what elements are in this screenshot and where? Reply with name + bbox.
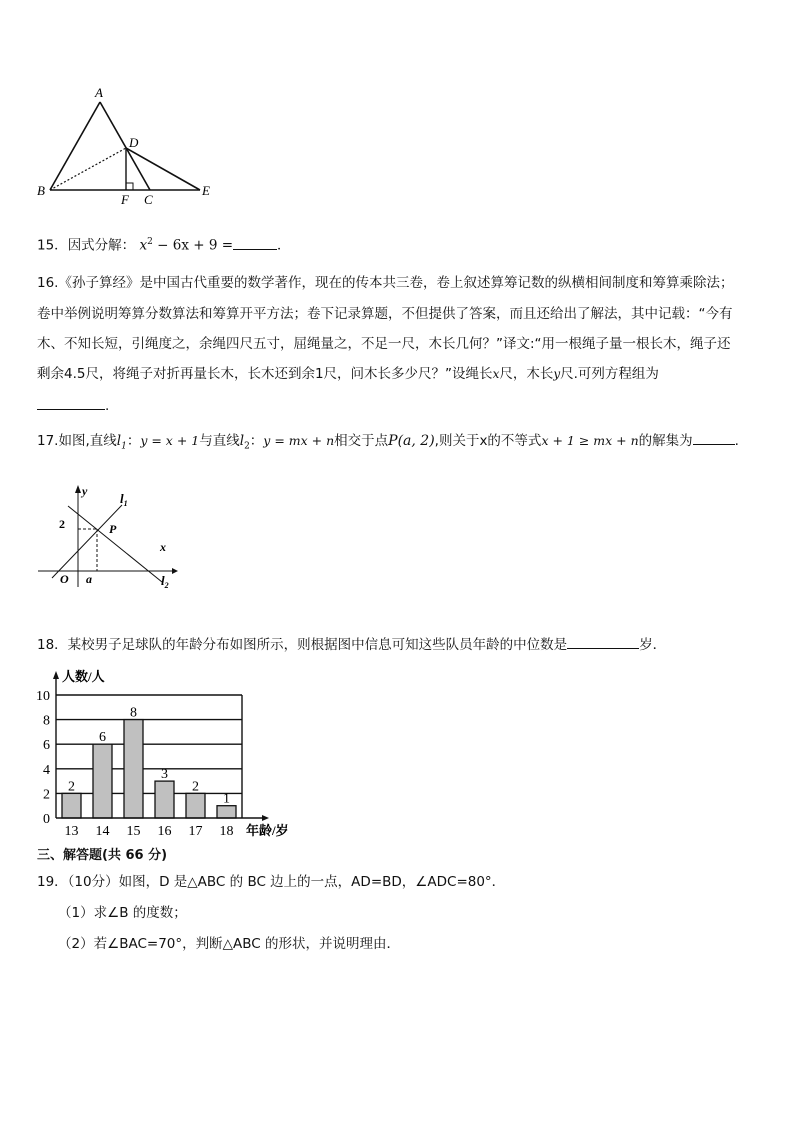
question-15	[37, 232, 291, 256]
question-16-line-2: 卷中举例说明筹算分数算法和筹算开平方法；卷下记录算题，不但提供了答案，而且还给出了解法，其中记载：“今有	[37, 306, 733, 322]
bar-age-18	[217, 806, 236, 818]
q18-text: 18．某校男子足球队的年龄分布如图所示，则根据图中信息可知这些队员年龄的中位数是	[37, 637, 568, 653]
origin-label: O	[60, 572, 69, 586]
bar-value-label: 2	[192, 779, 199, 795]
q16-var-x: x	[492, 367, 500, 381]
question-19-part-1: （1）求∠B 的度数；	[58, 905, 187, 921]
question-16-line-1: 16.《孙子算经》是中国古代重要的数学著作，现在的传本共三卷，卷上叙述算筹记数的纵横相间制度和筹算乘除法；	[37, 275, 734, 291]
q17-mid4: 的解集为	[638, 433, 693, 449]
section-3-heading: 三、解答题(共 66 分)	[37, 848, 168, 863]
l1-label: $l_1$	[120, 491, 128, 508]
y-tick-label: 2	[43, 787, 50, 803]
q16-end: .	[105, 398, 110, 414]
question-16-answer-line	[37, 395, 109, 416]
bar-age-14	[93, 744, 112, 818]
x-tick-label: 18	[219, 824, 234, 839]
label-f: F	[121, 192, 129, 207]
y-axis-title: 人数/人	[62, 669, 105, 684]
q17-l2-sub: 2	[244, 441, 250, 452]
label-d: D	[129, 135, 139, 150]
q17-l1: l	[116, 433, 122, 449]
x-tick-label: 14	[95, 824, 110, 839]
bar-value-label: 2	[68, 779, 75, 795]
x-axis-title: 年龄/岁	[246, 823, 289, 838]
q16-var-y: y	[553, 367, 561, 381]
bar-value-label: 3	[161, 767, 168, 783]
answer-blank-q18[interactable]	[567, 634, 639, 649]
q17-number: 17.如图,直线	[37, 433, 117, 449]
q15-expr-x: x	[139, 237, 148, 254]
q17-end: .	[734, 433, 739, 449]
q17-colon1: ：	[126, 433, 141, 449]
q18-unit: 岁．	[639, 637, 667, 653]
question-17	[37, 430, 739, 457]
a-label: a	[86, 572, 92, 586]
q15-prompt: 因式分解：	[67, 237, 136, 254]
q15-expr-rest: − 6x + 9 =	[152, 237, 234, 254]
q17-inequality: x + 1 ≥ mx + n	[541, 433, 639, 448]
y-tick-label: 4	[43, 762, 50, 778]
q17-mid2: 相交于点	[334, 433, 389, 449]
y-tick-label: 6	[43, 738, 50, 754]
question-19-part-2: （2）若∠BAC=70°，判断△ABC 的形状，并说明理由．	[58, 936, 400, 952]
q15-number: 15．	[37, 237, 68, 254]
x-tick-label: 15	[126, 824, 141, 839]
q17-eq2: y = mx + n	[263, 433, 335, 448]
y-axis-label: y	[82, 484, 88, 498]
q17-eq1: y = x + 1	[140, 433, 200, 448]
q17-mid: 与直线	[199, 433, 240, 449]
age-distribution-chart	[30, 665, 310, 845]
bar-age-16	[155, 781, 174, 818]
q17-mid3: ,则关于x的不等式	[434, 433, 542, 449]
question-16-line-4	[37, 364, 659, 384]
label-a: A	[95, 85, 103, 100]
bar-age-13	[62, 793, 81, 818]
answer-blank-q15[interactable]	[233, 235, 277, 250]
bar-age-15	[124, 720, 143, 818]
bar-value-label: 8	[130, 705, 137, 721]
y-tick-label: 0	[43, 812, 50, 827]
label-b: B	[37, 183, 45, 198]
triangle-figure	[30, 80, 230, 210]
answer-blank-q17[interactable]	[693, 430, 735, 445]
question-16-line-3: 木、不知长短，引绳度之，余绳四尺五寸，屈绳量之，不足一尺，木长几何？”译文:“用一根绳子量一根长木，绳子还	[37, 336, 731, 352]
l2-label: $l_2$	[161, 573, 169, 590]
q17-l2: l	[239, 433, 245, 449]
p-label: P	[109, 522, 117, 536]
q15-expr-sup: 2	[147, 237, 153, 247]
label-c: C	[144, 192, 153, 207]
q17-colon2: ：	[249, 433, 264, 449]
q16-line4b: 尺，木长	[499, 366, 554, 382]
coordinate-figure	[30, 475, 190, 595]
bar-age-17	[186, 793, 205, 818]
q17-point: P(a, 2)	[388, 433, 435, 449]
y-tick-label: 10	[36, 689, 50, 704]
label-e: E	[202, 183, 210, 198]
y-tick-label: 8	[43, 713, 50, 729]
bar-value-label: 1	[223, 791, 230, 807]
x-tick-label: 17	[188, 824, 203, 839]
q15-end: ．	[277, 237, 291, 254]
q17-l1-sub: 1	[121, 441, 127, 452]
answer-blank-q16[interactable]	[37, 395, 105, 410]
x-tick-label: 13	[64, 824, 79, 839]
question-19-stem: 19．（10分）如图，D 是△ABC 的 BC 边上的一点，AD=BD，∠ADC=80°．	[37, 874, 506, 890]
x-tick-label: 16	[157, 824, 172, 839]
two-label: 2	[59, 517, 65, 531]
q16-line4a: 剩余4.5尺，将绳子对折再量长木，长木还到余1尺，问木长多少尺？”设绳长	[37, 366, 493, 382]
q16-line4c: 尺.可列方程组为	[560, 366, 659, 382]
bar-value-label: 6	[99, 730, 106, 746]
question-18	[37, 634, 666, 655]
x-axis-label: x	[160, 540, 166, 554]
